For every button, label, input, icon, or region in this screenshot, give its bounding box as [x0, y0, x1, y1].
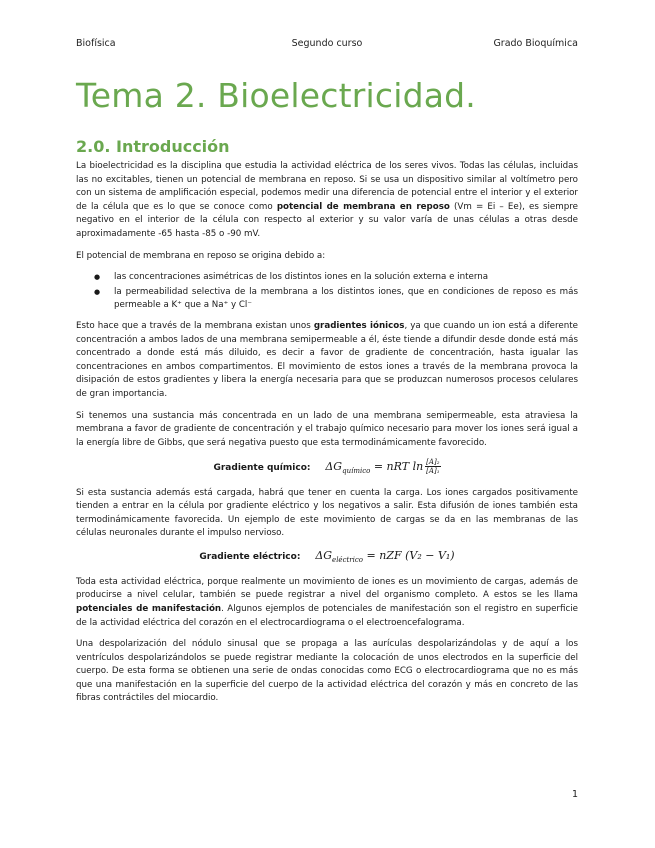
bullet-list: [76, 271, 578, 313]
text-run: (Vm = Ei – Ee), es siempre negativo en el interior de la célula con respecto al exterior y su valor varía de unas células a otras desde aproximadamente -65 hasta -85 o -90 mV.: [76, 201, 578, 239]
document-body: [76, 160, 578, 714]
paragraph-gradients: [76, 320, 578, 402]
header-course: Biofísica: [76, 38, 116, 49]
page-number: 1: [571, 789, 578, 800]
bold-term: gradientes iónicos: [313, 320, 405, 331]
formula-chemical-gradient: [76, 458, 578, 478]
text-run: , ya que cuando un ion está a diferente concentración a ambos lados de una membrana semipermeable a él, éste tiende a difundir desde donde está más concentrado a donde está más diluido, es decir a favor de gradiente de concentración, hasta igualar las concentraciones en ambos compartimentos. El movimiento de estos iones a través de la membrana provoca la disipación de estos gradientes y libera la energía necesaria para que se produzcan numerosos procesos celulares de gran importancia.: [76, 320, 578, 399]
formula-expression: [315, 548, 455, 565]
formula-label: Gradiente eléctrico:: [199, 551, 301, 562]
header-year: Segundo curso: [291, 38, 363, 49]
text-run: . Algunos ejemplos de potenciales de manifestación son el registro en superficie de la actividad eléctrica del corazón en el electrocardiograma o el electroencefalograma.: [76, 603, 579, 628]
text-run: Toda esta actividad eléctrica, porque realmente un movimiento de iones es un movimiento de cargas, además de producirse a nivel celular, también se puede registrar a nivel del organismo completo. A estos se les llama: [76, 576, 578, 601]
formula-electric-gradient: [76, 549, 578, 568]
page-title: Tema 2. Bioelectricidad.: [76, 76, 476, 115]
paragraph-charged: Si esta sustancia además está cargada, habrá que tener en cuenta la carga. Los iones cargados positivamente tienden a entrar en la célula por gradiente eléctrico y los negativos a salir. Esta difusión de iones también esta termodinámicamente favorecida. Un ejemplo de este movimiento de cargas se da en las membranas de las células neuronales durante el impulso nervioso.: [76, 487, 578, 539]
formula-rhs: = nRT ln: [373, 459, 424, 473]
text-run: Esto hace que a través de la membrana existan unos: [76, 320, 314, 331]
list-item: ● la permeabilidad selectiva de la membrana a los distintos iones, que en condiciones de reposo es más permeable a K⁺ que a Na⁺ y Cl⁻: [76, 286, 578, 313]
header-degree: Grado Bioquímica: [493, 38, 578, 49]
document-page: [76, 0, 578, 848]
formula-subscript: eléctrico: [332, 556, 364, 565]
fraction-numerator: [A]₂: [426, 458, 440, 467]
paragraph-ecg: Una despolarización del nódulo sinusal que se propaga a las aurículas despolarizándolas y de aquí a los ventrículos despolarizándolos se puede registrar mediante la colocación de unos electrodos en la superficie del cuerpo. De esta forma se obtienen una serie de ondas conocidas como ECG o electrocardiograma que no es más que una manifestación en la superficie del cuerpo de la actividad eléctrica del corazón y más en concreto de las fibras contráctiles del miocardio.: [76, 639, 578, 704]
formula-expression: [325, 458, 440, 476]
formula-lhs: ΔG: [325, 459, 343, 473]
bold-term: potencial de membrana en reposo: [276, 201, 450, 212]
formula-lhs: ΔG: [315, 548, 333, 562]
section-heading: 2.0. Introducción: [76, 137, 230, 156]
text-run: La bioelectricidad es la disciplina que estudia la actividad eléctrica de los seres vivos. Todas las células, incluidas las no excitables, tienen un potencial de membrana en reposo. Si se usa un dispositivo similar al voltímetro pero con un sistema de amplificación especial, podemos medir una diferencia de potencial entre el interior y el exterior de la célula que es lo que se conoce como: [76, 161, 578, 212]
formula-subscript: químico: [342, 466, 371, 475]
paragraph-origin: El potencial de membrana en reposo se origina debido a:: [76, 250, 326, 261]
fraction-denominator: [A]₁: [426, 467, 440, 476]
bold-term: potenciales de manifestación: [76, 603, 222, 614]
formula-rhs: = nZF (V₂ − V₁): [366, 548, 455, 562]
paragraph-chemical: Si tenemos una sustancia más concentrada en un lado de una membrana semipermeable, esta atraviesa la membrana a favor de gradiente de concentración y el trabajo químico necesario para mover los iones será igual a la energía libre de Gibbs, que será negativa puesto que esta termodinámicamente favorecido.: [76, 410, 578, 448]
paragraph-intro: [76, 160, 578, 242]
formula-fraction: [425, 458, 440, 475]
formula-label: Gradiente químico:: [213, 462, 311, 473]
list-item: ● las concentraciones asimétricas de los distintos iones en la solución externa e interna: [76, 271, 578, 285]
paragraph-manifestation: [76, 576, 578, 630]
